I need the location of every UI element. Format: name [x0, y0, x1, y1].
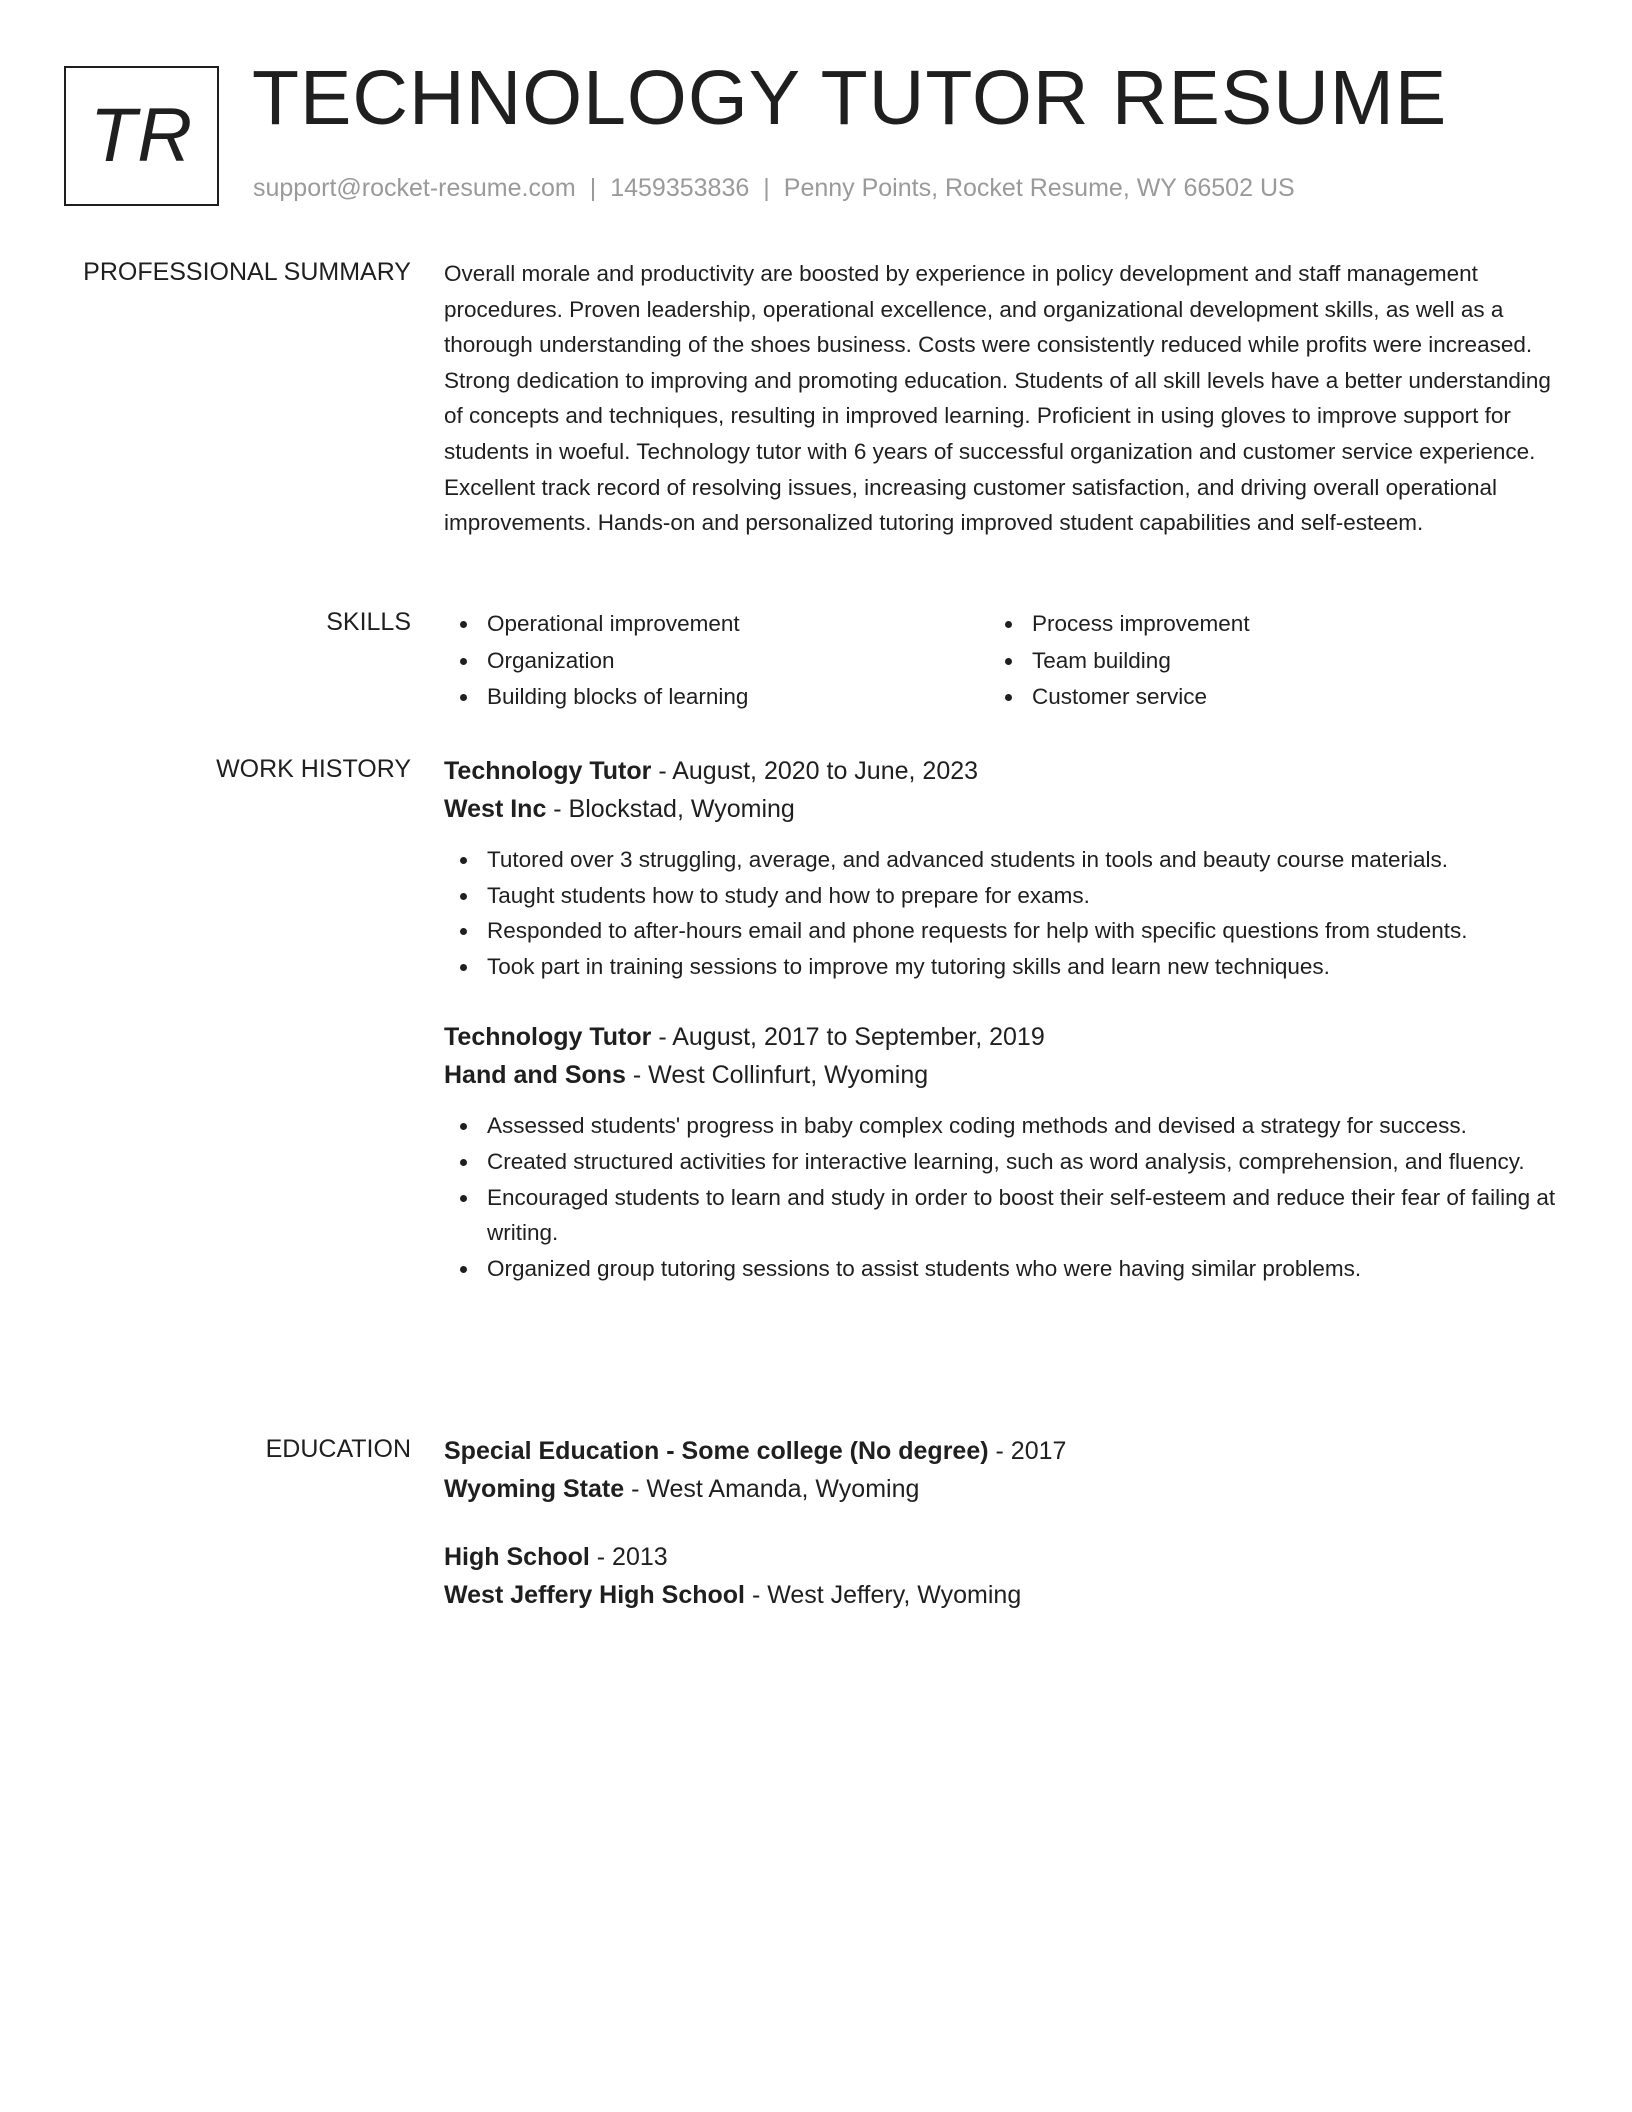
job-company-line: [444, 790, 1556, 828]
job-duty-item: Responded to after-hours email and phone requests for help with specific questions from students.: [444, 913, 1556, 949]
skills-heading: SKILLS: [326, 608, 411, 636]
summary-body: [444, 256, 1556, 541]
monogram-text: TR: [89, 93, 194, 178]
education-school-line: [444, 1576, 1556, 1614]
education-school: West Jeffery High School: [444, 1581, 745, 1609]
education-body: [444, 1432, 1556, 1644]
summary-text: Overall morale and productivity are boosted by experience in policy development and staff management procedures. Proven leadership, operational excellence, and organizational development skills, as well as a thorough understanding of the shoes business. Costs were consistently reduced while profits were increased. Strong dedication to improving and promoting education. Students of all skill levels have a better understanding of concepts and techniques, resulting in improved learning. Proficient in using gloves to improve support for students in woeful. Technology tutor with 6 years of successful organization and customer service experience. Excellent track record of resolving issues, increasing customer satisfaction, and driving overall operational improvements. Hands-on and personalized tutoring improved student capabilities and self-esteem.: [444, 261, 1551, 536]
skills-body: [444, 606, 1556, 716]
skill-item: Process improvement: [989, 606, 1534, 643]
contact-address: Penny Points, Rocket Resume, WY 66502 US: [783, 174, 1295, 202]
job-company: West Inc: [444, 795, 547, 823]
skill-item: Building blocks of learning: [444, 679, 989, 716]
job-entry: [444, 1018, 1556, 1286]
job-location: - West Collinfurt, Wyoming: [625, 1061, 929, 1090]
job-title-line: [444, 1018, 1556, 1056]
skills-grid: [444, 606, 1556, 716]
skill-item: Customer service: [989, 679, 1534, 716]
job-location: - Blockstad, Wyoming: [546, 795, 795, 823]
job-title: Technology Tutor: [444, 1023, 652, 1052]
skills-list-left: [444, 606, 989, 716]
job-dates: - August, 2017 to September, 2019: [651, 1023, 1045, 1052]
education-heading: EDUCATION: [265, 1435, 411, 1463]
education-entry: [444, 1432, 1556, 1508]
education-degree-line: [444, 1538, 1556, 1576]
work-history-heading: WORK HISTORY: [216, 755, 411, 783]
job-company-line: [444, 1056, 1556, 1094]
contact-separator: |: [763, 174, 770, 202]
summary-heading: PROFESSIONAL SUMMARY: [83, 258, 411, 286]
job-duty-item: Took part in training sessions to improve my tutoring skills and learn new techniques.: [444, 949, 1556, 985]
resume-title: TECHNOLOGY TUTOR RESUME: [252, 55, 1448, 141]
job-entry: [444, 752, 1556, 984]
education-degree: High School: [444, 1543, 590, 1571]
contact-email: support@rocket-resume.com: [253, 174, 576, 202]
job-duty-item: Assessed students' progress in baby complex coding methods and devised a strategy for success.: [444, 1108, 1556, 1144]
education-location: - West Jeffery, Wyoming: [745, 1581, 1022, 1609]
skill-item: Team building: [989, 643, 1534, 680]
education-location: - West Amanda, Wyoming: [624, 1475, 920, 1503]
education-school-line: [444, 1470, 1556, 1508]
education-entry: [444, 1538, 1556, 1614]
education-school: Wyoming State: [444, 1475, 625, 1503]
job-company: Hand and Sons: [444, 1061, 626, 1090]
job-duty-item: Created structured activities for interactive learning, such as word analysis, comprehension, and fluency.: [444, 1144, 1556, 1180]
job-title: Technology Tutor: [444, 757, 652, 785]
job-title-line: [444, 752, 1556, 790]
education-year: - 2013: [589, 1543, 668, 1571]
contact-separator: |: [589, 174, 597, 202]
contact-phone: 1459353836: [610, 174, 750, 202]
contact-line: [253, 174, 1295, 203]
job-dates: - August, 2020 to June, 2023: [651, 757, 979, 785]
education-degree-line: [444, 1432, 1556, 1470]
work-history-body: [444, 752, 1556, 1320]
job-duty-item: Organized group tutoring sessions to assist students who were having similar problems.: [444, 1251, 1556, 1287]
monogram-logo: [64, 66, 219, 206]
skill-item: Organization: [444, 643, 989, 680]
job-duty-item: Encouraged students to learn and study in order to boost their self-esteem and reduce their fear of failing at writing.: [444, 1180, 1556, 1251]
education-year: - 2017: [988, 1437, 1067, 1465]
skills-list-right: [989, 606, 1534, 716]
job-duties: [444, 842, 1556, 984]
education-degree: Special Education - Some college (No degree): [444, 1437, 989, 1465]
job-duties: [444, 1108, 1556, 1286]
job-duty-item: Tutored over 3 struggling, average, and advanced students in tools and beauty course materials.: [444, 842, 1556, 878]
skill-item: Operational improvement: [444, 606, 989, 643]
job-duty-item: Taught students how to study and how to prepare for exams.: [444, 878, 1556, 914]
